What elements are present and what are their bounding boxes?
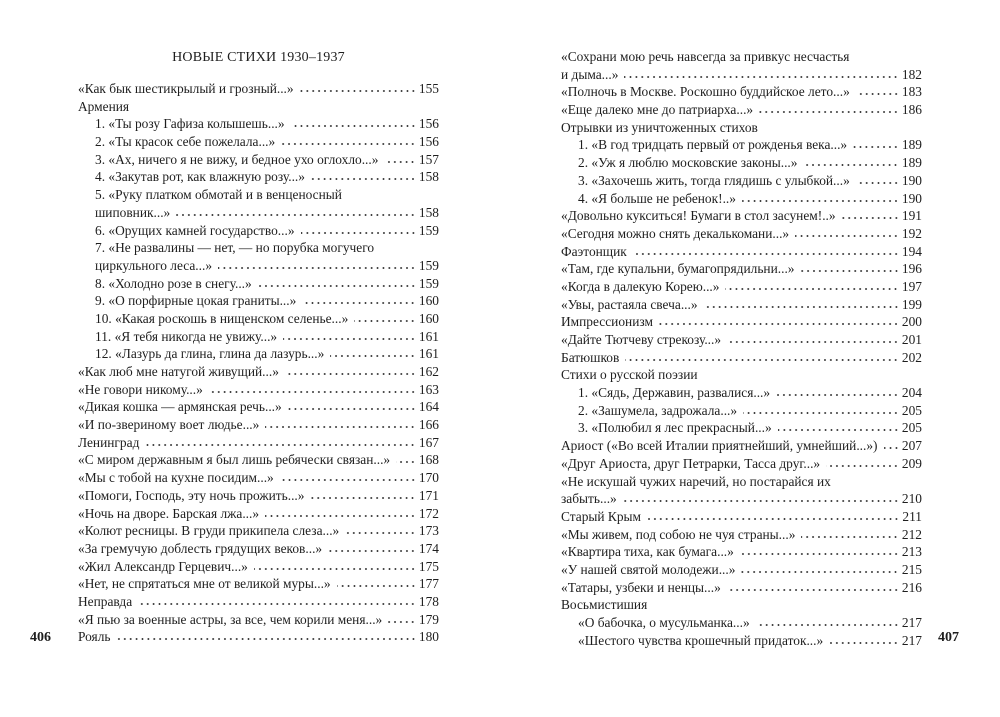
toc-entry-page: 160 (418, 293, 439, 309)
toc-entry (561, 579, 922, 597)
toc-entry-page: 178 (418, 593, 439, 609)
toc-entry-page: 183 (901, 84, 922, 100)
toc-entry-page: 177 (418, 576, 439, 592)
toc-entry (78, 575, 439, 593)
toc-entry-title: 1. «В год тридцать первый от рожденья века...» (578, 137, 848, 153)
toc-entry-title: 3. «Ах, ничего я не вижу, и бедное ухо оглохло...» (95, 151, 379, 167)
section-title: НОВЫЕ СТИХИ 1930–1937 (172, 50, 345, 65)
toc-entry-page: 190 (901, 190, 922, 206)
toc-entry (78, 133, 439, 151)
dot-leader (138, 602, 416, 606)
toc-entry-title: Ариост («Во всей Италии приятнейший, умнейший...») (561, 438, 878, 454)
toc-entry (561, 172, 922, 190)
dot-leader (624, 75, 899, 79)
dot-leader (388, 620, 416, 624)
toc-entry-title: «Сохрани мою речь навсегда за привкус несчастья (561, 49, 850, 64)
toc-entry (561, 136, 922, 154)
toc-entry (561, 490, 922, 508)
toc-entry-page: 197 (901, 278, 922, 294)
toc-entry (78, 593, 439, 611)
toc-entry (78, 98, 439, 116)
toc-entry-title: 2. «Зашумела, задрожала...» (578, 402, 738, 418)
toc-entry (78, 469, 439, 487)
toc-entry-page: 179 (418, 611, 439, 627)
dot-leader (659, 322, 899, 326)
toc-entry-page: 210 (901, 491, 922, 507)
toc-entry (561, 402, 922, 420)
toc-entry-page: 161 (418, 346, 439, 362)
toc-entry-title: 1. «Сядь, Державин, развалися...» (578, 385, 771, 401)
toc-entry-title: 2. «Уж я люблю московские законы...» (578, 155, 798, 171)
dot-leader (856, 92, 899, 96)
dot-leader (209, 390, 416, 394)
toc-entry (561, 419, 922, 437)
toc-entry-title: «Там, где купальни, бумагопрядильни...» (561, 261, 795, 277)
page-number-right: 407 (938, 630, 959, 645)
toc-entry-page: 159 (418, 222, 439, 238)
dot-leader (740, 552, 899, 556)
toc-entry (561, 614, 922, 632)
dot-leader (647, 517, 899, 521)
toc-entry (561, 260, 922, 278)
dot-leader (301, 231, 416, 235)
toc-entry (561, 154, 922, 172)
toc-entry (78, 381, 439, 399)
dot-leader (778, 428, 899, 432)
toc-entry (78, 168, 439, 186)
toc-entry-page: 173 (418, 523, 439, 539)
toc-entry-title: «Я пью за военные астры, за все, чем корили меня...» (78, 611, 383, 627)
toc-entry-title: «Довольно кукситься! Бумаги в стол засунем!..» (561, 208, 836, 224)
toc-entry-title: 11. «Я тебя никогда не увижу...» (95, 328, 278, 344)
dot-leader (801, 269, 899, 273)
page-number-left: 406 (30, 630, 51, 645)
toc-entry-page: 217 (901, 632, 922, 648)
toc-entry-page: 189 (901, 137, 922, 153)
toc-entry-title: «Дикая кошка — армянская речь...» (78, 399, 282, 415)
dot-leader (283, 337, 416, 341)
toc-entry-title: «Мы живем, под собою не чуя страны...» (561, 526, 796, 542)
toc-entry (561, 83, 922, 101)
toc-entry (78, 222, 439, 240)
toc-entry-title: «Шестого чувства крошечный придаток...» (578, 632, 824, 648)
toc-entry-title: «За гремучую доблесть грядущих веков...» (78, 540, 323, 556)
toc-entry-title: 3. «Полюбил я лес прекрасный...» (578, 420, 772, 436)
toc-entry (78, 558, 439, 576)
toc-entry-page: 213 (901, 544, 922, 560)
toc-entry-page: 158 (418, 204, 439, 220)
dot-leader (625, 358, 899, 362)
toc-entry (78, 204, 439, 222)
toc-entry (561, 190, 922, 208)
toc-entry-title: Армения (78, 98, 130, 114)
toc-entry-title: Старый Крым (561, 508, 642, 524)
toc-entry-title: шиповник...» (95, 204, 171, 220)
toc-entry (78, 398, 439, 416)
dot-leader (741, 570, 898, 574)
dot-leader (280, 478, 416, 482)
right-page-toc (561, 48, 922, 649)
toc-entry-title: Ленинград (78, 434, 140, 450)
toc-entry-page: 204 (901, 385, 922, 401)
toc-entry-page: 199 (901, 296, 922, 312)
dot-leader (384, 160, 415, 164)
toc-entry (561, 349, 922, 367)
dot-leader (345, 531, 416, 535)
toc-entry-page: 202 (901, 349, 922, 365)
toc-entry-title: «Жил Александр Герцевич...» (78, 558, 248, 574)
toc-entry (561, 473, 922, 491)
toc-entry-title: «Еще далеко мне до патриарха...» (561, 102, 754, 118)
toc-entry (78, 328, 439, 346)
toc-entry (561, 278, 922, 296)
toc-entry-title: «О бабочка, о мусульманка...» (578, 615, 750, 630)
toc-entry-title: «Мы с тобой на кухне посидим...» (78, 470, 274, 486)
toc-entry-page: 216 (901, 579, 922, 595)
toc-entry-title: Импрессионизм (561, 314, 653, 330)
toc-entry-page: 164 (418, 399, 439, 415)
toc-entry (561, 455, 922, 473)
dot-leader (285, 372, 416, 376)
toc-entry-title: 4. «Я больше не ребенок!..» (578, 190, 736, 206)
toc-entry (78, 363, 439, 381)
toc-entry-page: 160 (418, 310, 439, 326)
toc-entry-title: 3. «Захочешь жить, тогда глядишь с улыбкой...» (578, 172, 850, 188)
toc-entry-title: «У нашей святой молодежи...» (561, 561, 736, 577)
toc-entry-title: 12. «Лазурь да глина, глина да лазурь...» (95, 346, 325, 362)
toc-entry (78, 434, 439, 452)
dot-leader (829, 641, 899, 645)
toc-entry-page: 190 (901, 172, 922, 188)
toc-entry-title: Отрывки из уничтоженных стихов (561, 119, 758, 135)
toc-entry-title: «Не искушай чужих наречий, но постарайся их (561, 473, 831, 489)
toc-entry (78, 628, 439, 646)
toc-entry (78, 345, 439, 363)
dot-leader (310, 496, 415, 500)
dot-leader (281, 142, 416, 146)
toc-entry-title: «Как бык шестикрылый и грозный...» (78, 81, 294, 96)
toc-entry-title: «Дайте Тютчеву стрекозу...» (561, 332, 722, 347)
toc-entry-page: 156 (418, 134, 439, 150)
dot-leader (795, 234, 899, 238)
toc-entry-page: 217 (901, 615, 922, 630)
toc-entry-page: 189 (901, 155, 922, 171)
toc-entry-title: Стихи о русской поэзии (561, 367, 698, 383)
dot-leader (727, 340, 899, 344)
toc-entry-title: «Друг Ариоста, друг Петрарки, Тасса друг...» (561, 455, 821, 471)
toc-entry (561, 225, 922, 243)
dot-leader (756, 623, 899, 627)
toc-entry-page: 209 (901, 455, 922, 471)
toc-entry (561, 632, 922, 650)
toc-entry (78, 115, 439, 133)
toc-entry-page: 162 (418, 364, 439, 379)
toc-entry (561, 543, 922, 561)
toc-entry-page: 215 (901, 561, 922, 577)
toc-entry (78, 80, 439, 98)
dot-leader (291, 124, 416, 128)
toc-entry-title: Восьмистишия (561, 597, 648, 613)
toc-entry (561, 384, 922, 402)
toc-entry-page: 207 (901, 438, 922, 454)
dot-leader (633, 252, 899, 256)
toc-entry-page: 168 (418, 452, 439, 468)
toc-entry-page: 161 (418, 328, 439, 344)
toc-entry-page: 170 (418, 470, 439, 486)
toc-entry-title: «Татары, узбеки и ненцы...» (561, 579, 721, 595)
toc-entry-title: «Сегодня можно снять декалькомани...» (561, 225, 790, 241)
toc-entry-title: 10. «Какая роскошь в нищенском селенье...» (95, 310, 349, 326)
toc-entry-page: 172 (418, 505, 439, 521)
dot-leader (803, 163, 898, 167)
toc-entry (78, 310, 439, 328)
toc-entry (78, 611, 439, 629)
toc-entry-page: 186 (901, 102, 922, 118)
toc-entry-page: 201 (901, 332, 922, 347)
dot-leader (759, 110, 899, 114)
toc-entry (561, 366, 922, 384)
toc-entry-title: «Ночь на дворе. Барская лжа...» (78, 505, 260, 521)
toc-entry (561, 66, 922, 84)
dot-leader (145, 443, 416, 447)
toc-entry (561, 101, 922, 119)
dot-leader (176, 213, 416, 217)
toc-entry (78, 292, 439, 310)
dot-leader (725, 287, 898, 291)
dot-leader (396, 460, 416, 464)
toc-entry (78, 275, 439, 293)
dot-leader (117, 637, 416, 641)
toc-entry-page: 196 (901, 261, 922, 277)
dot-leader (826, 464, 899, 468)
toc-entry-page: 159 (418, 275, 439, 291)
toc-entry-page: 180 (418, 629, 439, 645)
toc-entry-title: 7. «Не развалины — нет, — но порубка могучего (95, 240, 375, 256)
toc-entry (561, 508, 922, 526)
toc-entry (561, 119, 922, 137)
dot-leader (337, 584, 416, 588)
toc-entry (561, 526, 922, 544)
toc-entry-title: «Квартира тиха, как бумага...» (561, 544, 734, 560)
toc-entry-page: 159 (418, 257, 439, 273)
toc-entry-title: Неправда (78, 593, 133, 609)
toc-entry-page: 191 (901, 208, 922, 224)
toc-entry-title: «С миром державным я был лишь ребячески связан...» (78, 452, 391, 468)
dot-leader (856, 181, 899, 185)
dot-leader (328, 549, 416, 553)
toc-entry-title: 2. «Ты красок себе пожелала...» (95, 134, 276, 150)
toc-entry-title: Рояль (78, 629, 111, 645)
dot-leader (742, 199, 899, 203)
dot-leader (743, 411, 899, 415)
toc-entry (78, 257, 439, 275)
dot-leader (727, 588, 899, 592)
dot-leader (776, 393, 899, 397)
toc-entry-page: 166 (418, 417, 439, 433)
toc-entry-title: «Не говори никому...» (78, 381, 203, 397)
toc-entry-title: 6. «Орущих камней государство...» (95, 222, 295, 238)
dot-leader (842, 216, 899, 220)
dot-leader (258, 284, 416, 288)
toc-entry-page: 171 (418, 487, 439, 503)
toc-entry-title: «Колют ресницы. В груди прикипела слеза...» (78, 523, 340, 539)
dot-leader (853, 145, 899, 149)
toc-entry-page: 155 (418, 81, 439, 96)
dot-leader (265, 514, 416, 518)
toc-entry (561, 243, 922, 261)
toc-entry-title: циркульного леса...» (95, 257, 213, 273)
toc-entry-page: 205 (901, 402, 922, 418)
toc-entry-title: «Когда в далекую Корею...» (561, 278, 720, 294)
toc-entry (561, 296, 922, 314)
dot-leader (884, 446, 899, 450)
toc-entry-page: 158 (418, 169, 439, 185)
dot-leader (300, 89, 416, 93)
dot-leader (288, 407, 416, 411)
toc-entry-page: 192 (901, 225, 922, 241)
toc-entry (78, 451, 439, 469)
toc-entry (561, 207, 922, 225)
toc-entry (78, 487, 439, 505)
toc-entry-title: «Как люб мне натугой живущий...» (78, 364, 279, 379)
toc-entry (78, 186, 439, 204)
toc-entry-title: 1. «Ты розу Гафиза колышешь...» (95, 116, 285, 132)
toc-entry-title: и дыма...» (561, 66, 619, 82)
toc-entry-page: 156 (418, 116, 439, 132)
toc-entry-title: «Полночь в Москве. Роскошно буддийское лето...» (561, 84, 850, 100)
toc-entry (561, 48, 922, 66)
toc-entry-title: «Нет, не спрятаться мне от великой муры...» (78, 576, 331, 592)
toc-entry-page: 182 (901, 66, 922, 82)
toc-entry (561, 313, 922, 331)
toc-entry-page: 212 (901, 526, 922, 542)
toc-entry (561, 561, 922, 579)
dot-leader (311, 177, 416, 181)
toc-entry-title: 5. «Руку платком обмотай и в венценосный (95, 187, 342, 203)
left-page-toc (78, 80, 439, 646)
dot-leader (254, 567, 416, 571)
dot-leader (330, 354, 416, 358)
dot-leader (704, 305, 899, 309)
toc-entry (561, 437, 922, 455)
toc-entry (78, 522, 439, 540)
toc-entry (78, 239, 439, 257)
toc-entry-page: 194 (901, 243, 922, 259)
toc-entry-title: «Увы, растаяла свеча...» (561, 296, 698, 312)
toc-entry-title: забыть...» (561, 491, 617, 507)
toc-entry (561, 331, 922, 349)
dot-leader (218, 266, 416, 270)
toc-entry-title: 8. «Холодно розе в снегу...» (95, 275, 252, 291)
toc-entry (78, 416, 439, 434)
toc-entry-page: 200 (901, 314, 922, 330)
toc-entry (78, 540, 439, 558)
dot-leader (302, 301, 416, 305)
toc-entry (561, 596, 922, 614)
toc-entry-page: 157 (418, 151, 439, 167)
toc-entry (78, 505, 439, 523)
toc-entry-title: Фаэтонщик (561, 243, 627, 259)
dot-leader (801, 535, 898, 539)
toc-entry-page: 163 (418, 381, 439, 397)
dot-leader (354, 319, 416, 323)
toc-entry-title: Батюшков (561, 349, 620, 365)
toc-entry-title: «Помоги, Господь, эту ночь прожить...» (78, 487, 305, 503)
toc-entry-title: 9. «О порфирные цокая граниты...» (95, 293, 297, 309)
toc-entry-title: «И по-звериному воет людье...» (78, 417, 260, 433)
toc-entry (78, 151, 439, 169)
toc-entry-title: 4. «Закутав рот, как влажную розу...» (95, 169, 305, 185)
dot-leader (623, 499, 899, 503)
toc-entry-page: 167 (418, 434, 439, 450)
dot-leader (265, 425, 416, 429)
toc-entry-page: 174 (418, 540, 439, 556)
toc-entry-page: 175 (418, 558, 439, 574)
toc-entry-page: 205 (901, 420, 922, 436)
toc-entry-page: 211 (902, 508, 922, 524)
